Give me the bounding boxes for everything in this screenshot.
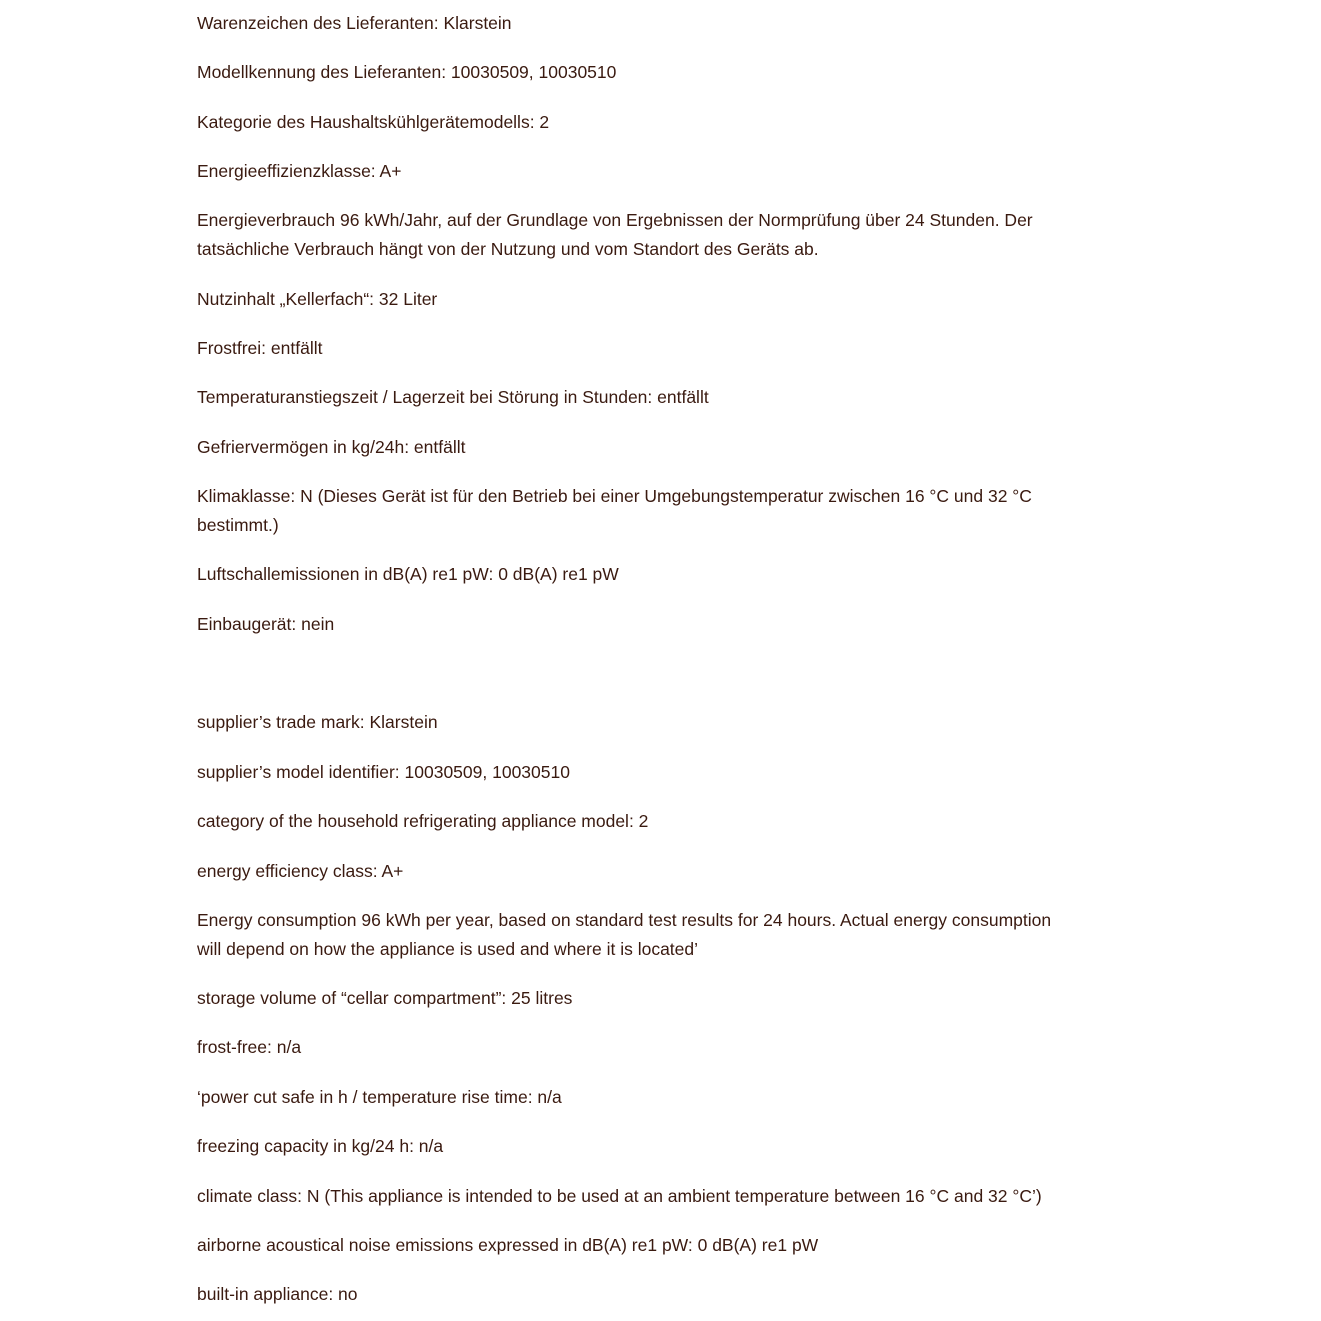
de-model-identifier: Modellkennung des Lieferanten: 10030509, 10030510: [197, 62, 617, 82]
de-efficiency-class: Energieeffizienzklasse: A+: [197, 161, 402, 181]
de-frost-free: Frostfrei: entfällt: [197, 338, 323, 358]
en-frost-free: frost-free: n/a: [197, 1037, 302, 1057]
en-built-in: built-in appliance: no: [197, 1284, 358, 1304]
de-temperature-rise: Temperaturanstiegszeit / Lagerzeit bei Störung in Stunden: entfällt: [197, 387, 709, 407]
en-power-cut: ‘power cut safe in h / temperature rise time: n/a: [197, 1087, 562, 1107]
de-freezing-capacity: Gefriervermögen in kg/24h: entfällt: [197, 437, 466, 457]
de-cellar-volume: Nutzinhalt „Kellerfach“: 32 Liter: [197, 289, 438, 309]
de-climate-line-2: bestimmt.): [197, 515, 279, 535]
de-built-in: Einbaugerät: nein: [197, 614, 335, 634]
en-consumption-line-2: will depend on how the appliance is used and where it is located’: [197, 939, 699, 959]
de-climate-line-1: Klimaklasse: N (Dieses Gerät ist für den Betrieb bei einer Umgebungstemperatur zwischen 16 °C und 32 °C: [197, 486, 1032, 506]
en-noise: airborne acoustical noise emissions expressed in dB(A) re1 pW: 0 dB(A) re1 pW: [197, 1235, 819, 1255]
en-freezing-capacity: freezing capacity in kg/24 h: n/a: [197, 1136, 444, 1156]
en-efficiency-class: energy efficiency class: A+: [197, 861, 404, 881]
de-trade-mark: Warenzeichen des Lieferanten: Klarstein: [197, 13, 512, 33]
en-trade-mark: supplier’s trade mark: Klarstein: [197, 712, 438, 732]
en-consumption-line-1: Energy consumption 96 kWh per year, based on standard test results for 24 hours. Actual energy consumption: [197, 910, 1052, 930]
de-category: Kategorie des Haushaltskühlgerätemodells: 2: [197, 112, 550, 132]
de-noise: Luftschallemissionen in dB(A) re1 pW: 0 dB(A) re1 pW: [197, 564, 619, 584]
en-cellar-volume: storage volume of “cellar compartment”: 25 litres: [197, 988, 573, 1008]
en-model-identifier: supplier’s model identifier: 10030509, 10030510: [197, 762, 570, 782]
en-category: category of the household refrigerating appliance model: 2: [197, 811, 649, 831]
en-climate: climate class: N (This appliance is intended to be used at an ambient temperature between 16 °C and 32 °C’): [197, 1186, 1042, 1206]
de-consumption-line-2: tatsächliche Verbrauch hängt von der Nutzung und vom Standort des Geräts ab.: [197, 239, 819, 259]
de-consumption-line-1: Energieverbrauch 96 kWh/Jahr, auf der Grundlage von Ergebnissen der Normprüfung über 24 Stunden. Der: [197, 210, 1033, 230]
